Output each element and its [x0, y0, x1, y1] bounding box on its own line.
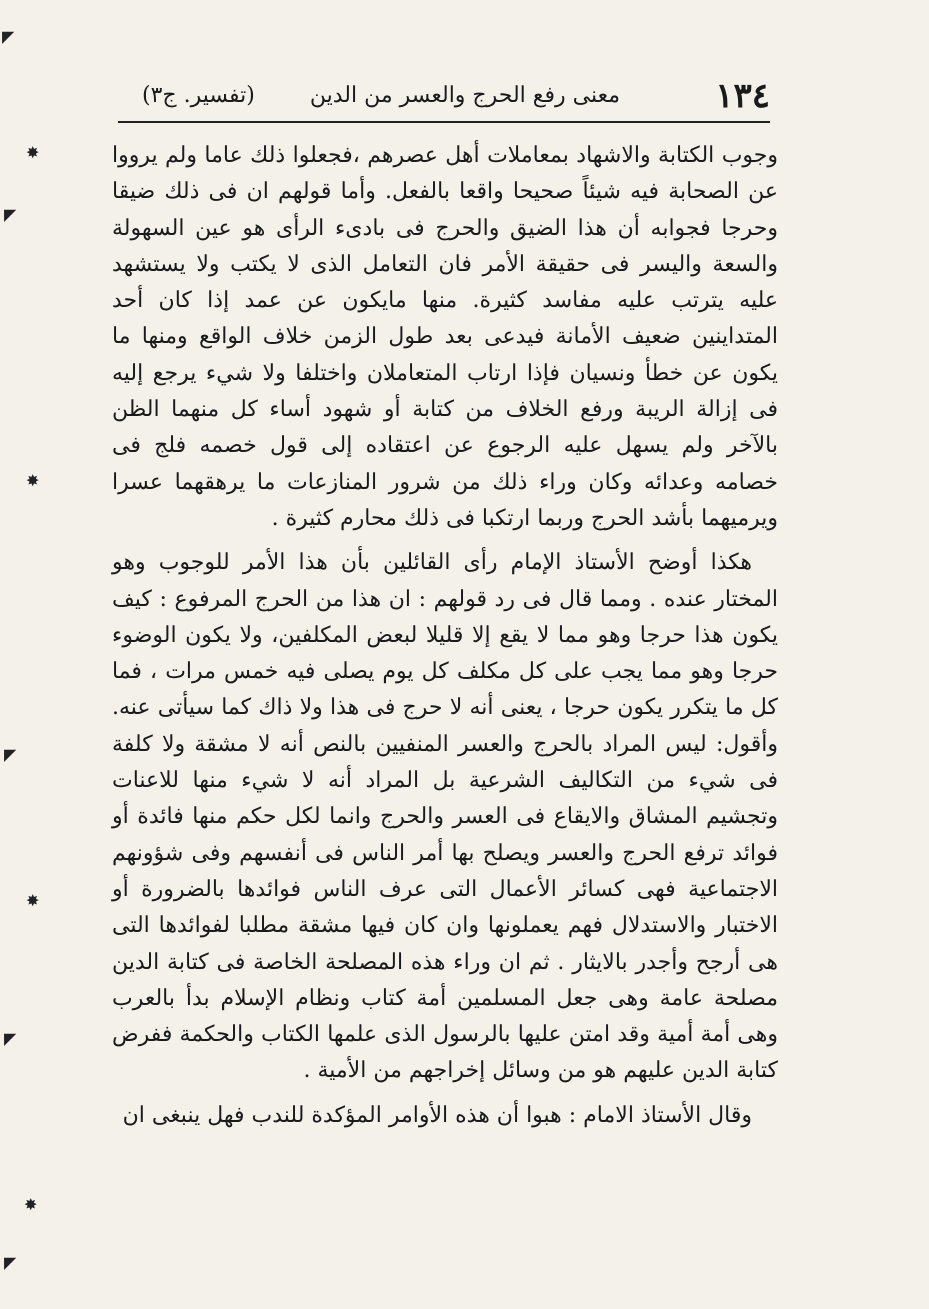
margin-mark-icon: ◤ [4, 205, 17, 224]
paragraph-2: هكذا أوضح الأستاذ الإمام رأى القائلين بأن هذا الأمر للوجوب وهو المختار عنده . ومما قال فى رد قولهم : ان هذا من الحرج المرفوع : كيف يكون هذا حرجا وهو مما لا يقع إلا قليلا لبعض المكلفين، ولا يكون الوضوء حرجا وهو مما يجب على كل مكلف كل يوم يصلى فيه خمس مرات ، فما كل ما يتكرر يكون حرجا ، يعنى أنه لا حرج فى هذا ولا ذاك كما سيأتى عنه. وأقول: ليس المراد بالحرج والعسر المنفيين بالنص أنه لا مشقة ولا كلفة فى شيء من التكاليف الشرعية بل المراد أنه لا شيء منها للاعنات وتجشيم المشاق والايقاع فى العسر والحرج وانما لكل حكم منها فائدة أو فوائد ترفع الحرج والعسر ويصلح بها أمر الناس فى أنفسهم وفى شؤونهم الاجتماعية فهى كسائر الأعمال التى عرف الناس فوائدها بالضرورة أو الاختبار والاستدلال فهم يعملونها وان كان فيها مشقة مطلبا لفوائدها التى هى أرجح وأجدر بالايثار . ثم ان وراء هذه المصلحة الخاصة فى كتابة الدين مصلحة عامة وهى جعل المسلمين أمة كتاب ونظام الإسلام بدأ بالعرب وهى أمة أمية وقد امتن عليها بالرسول الذى علمها الكتاب والحكمة ففرض كتابة الدين عليهم هو من وسائل إخراجهم من الأمية . [112, 550, 778, 1084]
section-reference: (تفسير. ج٣) [142, 83, 255, 108]
margin-mark-icon: ✸ [24, 1195, 38, 1214]
paragraph-1: وجوب الكتابة والاشهاد بمعاملات أهل عصرهم ،فجعلوا ذلك عاما ولم يرووا عن الصحابة فيه شيئاً صحيحا واقعا بالفعل. وأما قولهم ان فى ذلك ضيقا وحرجا فجوابه أن هذا الضيق والحرج فى بادىء الرأى هو عين السهولة والسعة واليسر فى حقيقة الأمر فان التعامل الذى لا يكتب ولا يستشهد عليه يترتب عليه مفاسد كثيرة. منها مايكون عن عمد إذا كان أحد المتداينين ضعيف الأمانة فيدعى بعد طول الزمن خلاف الواقع ومنها ما يكون عن خطأ ونسيان فإذا ارتاب المتعاملان واختلفا ولا شيء يرجع إليه فى إزالة الريبة ورفع الخلاف من كتابة أو شهود أساء كل منهما الظن بالآخر ولم يسهل عليه الرجوع عن اعتقاده إلى قول خصمه فلج فى خصامه وعدائه وكان وراء ذلك من شرور المنازعات ما يرهقهما عسرا ويرميهما بأشد الحرج وربما ارتكبا فى ذلك محارم كثيرة . [112, 143, 778, 531]
paragraph-3: وقال الأستاذ الامام : هبوا أن هذه الأوامر المؤكدة للندب فهل ينبغى ان [122, 1102, 752, 1128]
margin-mark-icon: ◤ [4, 1029, 17, 1048]
running-title: معنى رفع الحرج والعسر من الدين [309, 83, 620, 108]
body-text [112, 138, 778, 1134]
margin-mark-icon: ✸ [26, 891, 40, 910]
header-rule [118, 121, 770, 123]
page-header [118, 74, 770, 118]
page-number: ١٣٤ [715, 76, 770, 116]
margin-mark-icon: ◤ [4, 1253, 17, 1272]
margin-mark-icon: ◤ [4, 745, 17, 764]
margin-mark-icon: ◤ [2, 27, 15, 46]
margin-mark-icon: ✸ [26, 143, 40, 162]
margin-mark-icon: ✸ [26, 471, 40, 490]
